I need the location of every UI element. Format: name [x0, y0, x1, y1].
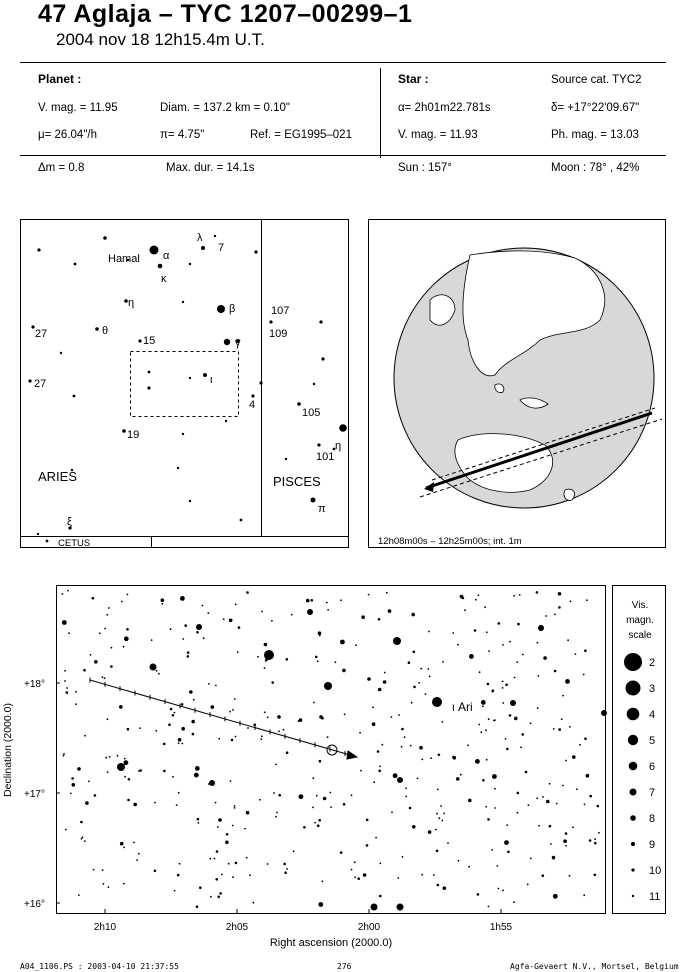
magscale-dot	[630, 815, 636, 821]
finder-label-alpha: α	[163, 250, 170, 262]
planet-diameter: Diam. = 137.2 km = 0.10"	[160, 102, 291, 114]
x-tick-2h00: 2h00	[357, 922, 381, 933]
magscale-label: 4	[649, 709, 656, 721]
y-tick-17: +17°	[24, 789, 45, 800]
magscale-label: 8	[649, 813, 656, 825]
finder-label-27b: 27	[34, 378, 47, 390]
finder-label-27a: 27	[35, 328, 48, 340]
magscale-label: 7	[649, 787, 656, 799]
finder-label-beta: β	[229, 303, 236, 315]
finder-label-gamma: γ	[235, 337, 241, 349]
magscale-dot	[628, 735, 638, 745]
finder-label-eta-pisces: η	[335, 440, 342, 452]
finder-label-101: 101	[316, 451, 335, 463]
y-axis-label: Declination (2000.0)	[2, 703, 14, 797]
magscale-label: 3	[649, 683, 656, 695]
magscale-title-2: magn.	[626, 615, 654, 626]
star-label-iota-ari: ι Ari	[452, 700, 473, 714]
magscale-dot	[631, 868, 634, 871]
event-datetime: 2004 nov 18 12h15.4m U.T.	[56, 30, 265, 49]
magscale-dot	[627, 708, 640, 721]
star-declination: δ= +17°22'09.67"	[551, 102, 640, 114]
magscale-title-1: Vis.	[631, 600, 649, 611]
y-tick-18: +18°	[24, 679, 45, 690]
finder-label-iota: ι	[210, 374, 213, 386]
magnitude-drop: Δm = 0.8	[38, 162, 85, 174]
page-title: 47 Aglaja – TYC 1207–00299–1	[38, 0, 413, 28]
finder-label-7: 7	[218, 242, 225, 254]
x-tick-2h10: 2h10	[93, 922, 117, 933]
finder-label-hamal: Hamal	[108, 253, 140, 265]
planet-parallax: π= 4.75"	[160, 129, 205, 141]
finder-label-eta: η	[128, 297, 135, 309]
finder-label-4: 4	[249, 399, 256, 411]
x-tick-2h05: 2h05	[225, 922, 249, 933]
magscale-label: 5	[649, 735, 656, 747]
footer-page: 276	[337, 962, 352, 971]
planet-motion: μ= 26.04"/h	[38, 129, 97, 141]
star-vmag: V. mag. = 11.93	[398, 129, 478, 141]
constellation-aries: ARIES	[38, 469, 78, 484]
magscale-label: 2	[649, 657, 656, 669]
magscale-title-3: scale	[628, 630, 652, 641]
finder-label-109: 109	[269, 328, 288, 340]
max-duration: Max. dur. = 14.1s	[166, 162, 255, 174]
magscale-dot	[632, 895, 634, 897]
x-axis-label: Right ascension (2000.0)	[269, 937, 393, 949]
star-right-ascension: α= 2h01m22.781s	[398, 102, 491, 114]
constellation-pisces: PISCES	[273, 474, 321, 489]
magscale-dot	[630, 789, 637, 796]
star-source-catalog: Source cat. TYC2	[551, 74, 642, 86]
finder-label-107: 107	[271, 305, 290, 317]
magscale-dot	[626, 681, 641, 696]
magscale-dot	[631, 842, 635, 846]
footer-credit: Agfa-Gevaert N.V., Mortsel, Belgium	[510, 962, 679, 971]
magscale-dot	[629, 762, 638, 771]
globe-caption: 12h08m00s – 12h25m00s; int. 1m	[378, 536, 522, 547]
finder-label-kappa: κ	[161, 273, 167, 285]
finder-label-lambda: λ	[197, 232, 203, 244]
finder-label-105: 105	[302, 407, 321, 419]
x-tick-1h55: 1h55	[489, 922, 513, 933]
planet-label: Planet :	[38, 72, 82, 86]
magscale-dot	[624, 653, 642, 671]
finder-label-15: 15	[143, 335, 156, 347]
sun-elongation: Sun : 157°	[398, 162, 452, 174]
star-photographic-mag: Ph. mag. = 13.03	[551, 129, 639, 141]
y-tick-16: +16°	[24, 899, 45, 910]
planet-reference: Ref. = EG1995–021	[250, 129, 352, 141]
constellation-cetus: CETUS	[58, 538, 91, 549]
footer-file: A04_1106.PS : 2003-04-10 21:37:55	[20, 962, 179, 971]
finder-label-pi: π	[318, 503, 326, 515]
finder-label-theta: θ	[102, 325, 109, 337]
magscale-label: 9	[649, 839, 656, 851]
finder-label-xi: ξ	[67, 516, 72, 528]
moon-elongation: Moon : 78° , 42%	[551, 162, 640, 174]
star-label: Star :	[398, 72, 429, 86]
finder-label-19: 19	[127, 429, 140, 441]
magscale-label: 10	[649, 865, 662, 877]
planet-vmag: V. mag. = 11.95	[38, 102, 118, 114]
magscale-label: 11	[649, 891, 661, 903]
magscale-label: 6	[649, 761, 656, 773]
